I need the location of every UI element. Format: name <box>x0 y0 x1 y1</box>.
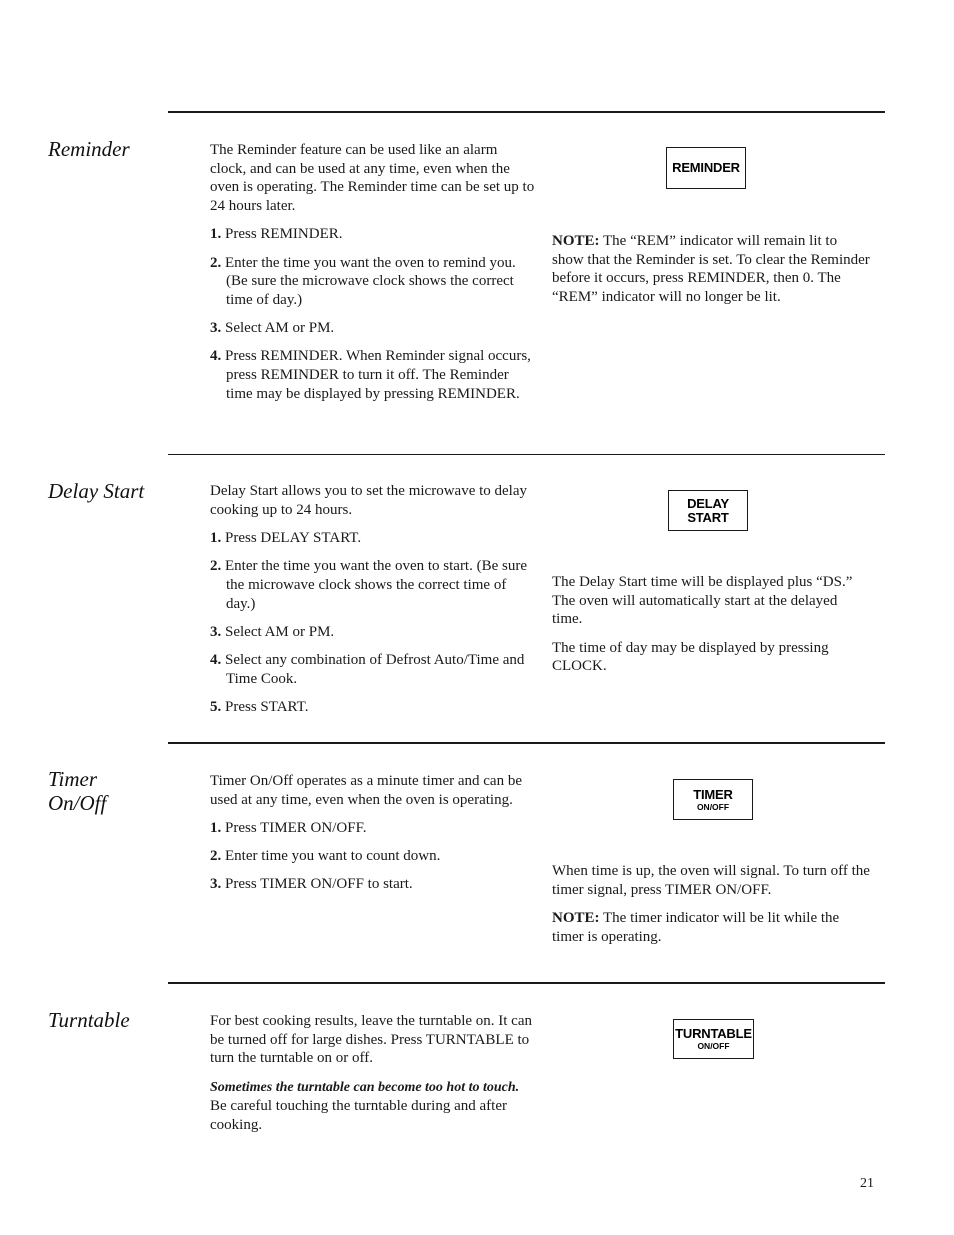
page-number: 21 <box>860 1176 874 1191</box>
reminder-intro: The Reminder feature can be used like an alarm clock, and can be used at any time, even when the oven is operating. The Reminder time can be set up to 24 hours later. <box>210 142 535 215</box>
reminder-steps <box>210 225 535 403</box>
step-number: 1. <box>210 819 222 836</box>
timer-key-icon <box>673 779 753 820</box>
step-number: 3. <box>210 623 222 640</box>
reminder-instructions <box>210 141 535 413</box>
reminder-key-icon <box>666 147 746 189</box>
section-rule-delay-start <box>168 454 885 455</box>
key-label-line2: START <box>687 509 729 525</box>
turntable-warning <box>210 1078 535 1135</box>
step-number: 3. <box>210 320 222 337</box>
step-number: 3. <box>210 876 222 893</box>
step-text: Press TIMER ON/OFF to start. <box>225 876 413 893</box>
step-number: 1. <box>210 529 222 546</box>
step-text: Enter the time you want the oven to start. (Be sure the microwave clock shows the correct time of day.) <box>225 558 527 612</box>
note-label: NOTE: <box>552 233 600 249</box>
reminder-step <box>210 225 535 244</box>
timer-step <box>210 819 535 838</box>
note-paragraph <box>552 909 870 946</box>
key-label-line1: DELAY <box>687 495 729 511</box>
step-text: Press REMINDER. When Reminder signal occurs, press REMINDER to turn it off. The Reminder time may be displayed by pressing REMINDER. <box>225 348 531 402</box>
step-text: Press DELAY START. <box>225 529 362 546</box>
step-text: Press REMINDER. <box>225 226 343 243</box>
warning-bold: Sometimes the turntable can become too hot to touch. <box>210 1079 520 1095</box>
delay-start-step <box>210 557 535 613</box>
delay-start-clock-text: The time of day may be displayed by pressing CLOCK. <box>552 639 829 675</box>
step-text: Select any combination of Defrost Auto/Time and Time Cook. <box>225 651 525 687</box>
reminder-step <box>210 319 535 338</box>
note-label: NOTE: <box>552 909 600 926</box>
key-label: TIMER <box>693 786 733 802</box>
heading-delay-start: Delay Start <box>48 479 145 503</box>
note-text: The timer indicator will be lit while the timer is operating. <box>552 909 840 945</box>
heading-line: Timer <box>48 767 98 791</box>
note-paragraph <box>552 232 870 307</box>
step-number: 2. <box>210 848 222 865</box>
section-rule-timer <box>168 742 885 744</box>
step-number: 2. <box>210 254 222 271</box>
step-text: Press TIMER ON/OFF. <box>225 819 367 836</box>
delay-start-notes <box>552 573 870 686</box>
delay-start-step <box>210 698 535 717</box>
step-number: 4. <box>210 348 222 365</box>
step-text: Select AM or PM. <box>225 623 335 640</box>
note-text: The “REM” indicator will remain lit to show that the Reminder is set. To clear the Reminder before it occurs, press REMINDER, then 0. The “REM” indicator will no longer be lit. <box>552 233 870 306</box>
delay-start-step <box>210 623 535 642</box>
timer-instructions <box>210 772 535 904</box>
key-label: REMINDER <box>672 160 740 175</box>
step-number: 4. <box>210 651 222 668</box>
delay-start-display-text: The Delay Start time will be displayed plus “DS.” The oven will automatically start at the delayed time. <box>552 574 853 628</box>
delay-start-steps <box>210 529 535 717</box>
key-sublabel: ON/OFF <box>696 801 730 812</box>
step-text: Press START. <box>225 698 309 715</box>
heading-line: On/Off <box>48 791 107 815</box>
section-rule-top <box>168 111 885 113</box>
key-sublabel: ON/OFF <box>697 1041 730 1051</box>
reminder-note <box>552 232 870 316</box>
turntable-intro: For best cooking results, leave the turntable on. It can be turned off for large dishes. Press TURNTABLE to turn the turntable on or off. <box>210 1013 532 1067</box>
section-rule-turntable <box>168 982 885 984</box>
timer-notes <box>552 862 870 956</box>
delay-start-instructions <box>210 482 535 726</box>
delay-start-step <box>210 651 535 688</box>
step-number: 5. <box>210 698 222 715</box>
turntable-key-icon <box>673 1019 754 1059</box>
delay-start-key-icon <box>668 490 748 531</box>
step-number: 1. <box>210 226 222 243</box>
timer-steps <box>210 819 535 894</box>
delay-start-intro: Delay Start allows you to set the microwave to delay cooking up to 24 hours. <box>210 483 527 518</box>
timer-signal-text: When time is up, the oven will signal. To turn off the timer signal, press TIMER ON/OFF. <box>552 863 870 898</box>
step-number: 2. <box>210 558 222 575</box>
step-text: Enter the time you want the oven to remind you. (Be sure the microwave clock shows the correct time of day.) <box>225 254 516 308</box>
timer-intro: Timer On/Off operates as a minute timer and can be used at any time, even when the oven is operating. <box>210 773 522 808</box>
heading-turntable: Turntable <box>48 1008 130 1032</box>
delay-start-step <box>210 529 535 548</box>
warning-text: Be careful touching the turntable during and after cooking. <box>210 1098 507 1134</box>
turntable-instructions <box>210 1012 535 1144</box>
reminder-step <box>210 347 535 403</box>
heading-timer <box>48 767 163 815</box>
timer-step <box>210 847 535 866</box>
key-label: TURNTABLE <box>675 1026 752 1041</box>
timer-step <box>210 875 535 894</box>
step-text: Select AM or PM. <box>225 320 335 337</box>
reminder-step <box>210 254 535 310</box>
step-text: Enter time you want to count down. <box>225 848 441 865</box>
heading-reminder: Reminder <box>48 137 130 161</box>
